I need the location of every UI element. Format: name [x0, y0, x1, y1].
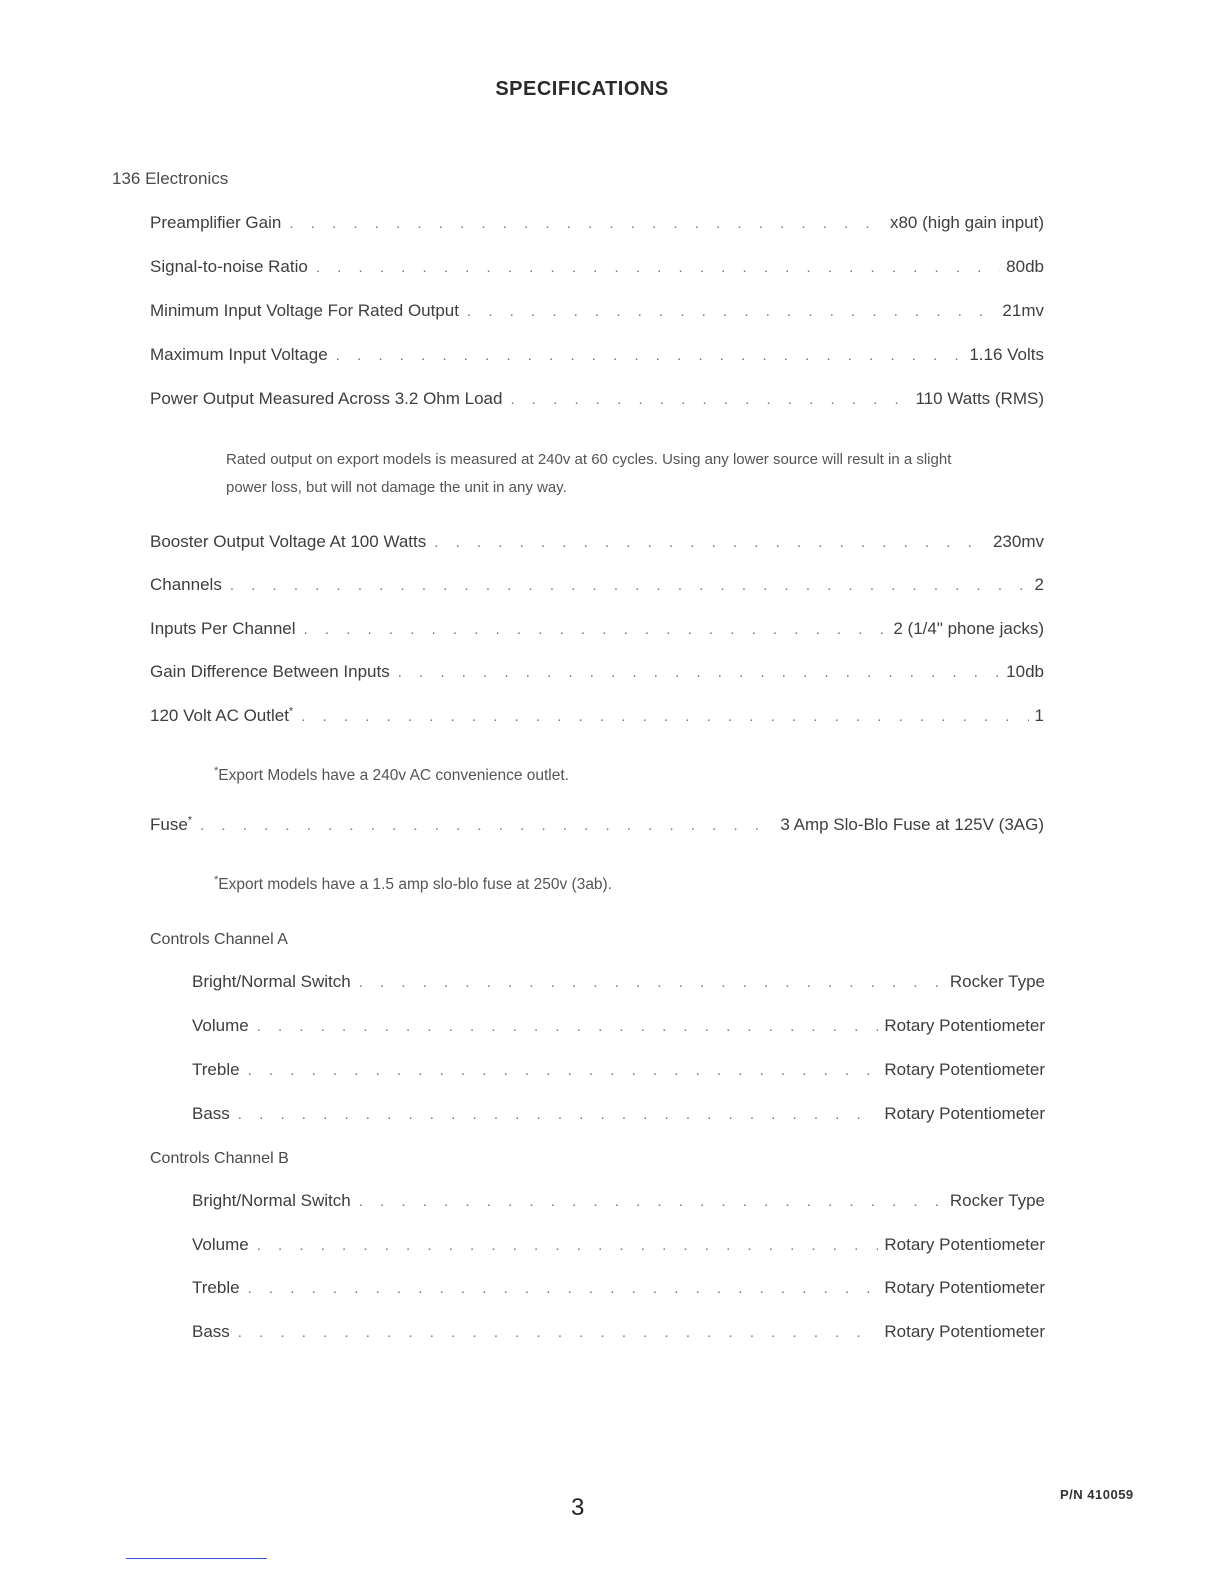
- controls-channel-b-heading: Controls Channel B: [150, 1150, 289, 1167]
- control-value: Rotary Potentiometer: [884, 1104, 1045, 1123]
- spec-value: 21mv: [1002, 301, 1044, 320]
- spec-label: Inputs Per Channel: [150, 619, 296, 638]
- spec-row: [150, 575, 1044, 595]
- control-label: Treble: [192, 1060, 240, 1079]
- control-value: Rotary Potentiometer: [884, 1016, 1045, 1035]
- spec-value: 3 Amp Slo-Blo Fuse at 125V (3AG): [780, 815, 1044, 834]
- spec-row: [150, 389, 1044, 409]
- spec-row: [150, 662, 1044, 682]
- footnote-text: Export Models have a 240v AC convenience outlet.: [218, 767, 569, 784]
- blue-rule-line: [126, 1558, 267, 1559]
- leader-dots: [434, 534, 987, 551]
- spec-label: Gain Difference Between Inputs: [150, 662, 390, 681]
- spec-row-ac-outlet: [150, 706, 1044, 726]
- ac-outlet-footnote: [214, 764, 569, 785]
- control-label: Treble: [192, 1278, 240, 1297]
- spec-row: [150, 213, 1044, 233]
- spec-label: Minimum Input Voltage For Rated Output: [150, 301, 459, 320]
- leader-dots: [398, 664, 1000, 681]
- section-heading: 136 Electronics: [112, 169, 229, 188]
- control-row: [192, 1235, 1045, 1255]
- spec-row: [150, 345, 1044, 365]
- control-row: [192, 1278, 1045, 1298]
- spec-value: 110 Watts (RMS): [915, 389, 1044, 408]
- control-value: Rotary Potentiometer: [884, 1235, 1045, 1254]
- spec-value: 1.16 Volts: [969, 345, 1044, 364]
- leader-dots: [359, 974, 944, 991]
- spec-label: [150, 706, 301, 726]
- control-value: Rocker Type: [949, 972, 1045, 991]
- spec-row: [150, 301, 1044, 321]
- spec-label: Channels: [150, 575, 222, 594]
- controls-channel-a-heading: Controls Channel A: [150, 931, 288, 948]
- control-row: [192, 1104, 1045, 1124]
- control-row: [192, 972, 1045, 992]
- spec-value: 10db: [1006, 662, 1044, 681]
- fuse-label: Fuse: [150, 815, 188, 834]
- footnote-mark: *: [187, 814, 193, 827]
- leader-dots: [316, 259, 1000, 276]
- leader-dots: [248, 1280, 879, 1297]
- spec-row: [150, 532, 1044, 552]
- leader-dots: [238, 1324, 879, 1341]
- control-row: [192, 1016, 1045, 1036]
- leader-dots: [510, 391, 909, 408]
- control-row: [192, 1322, 1045, 1342]
- leader-dots: [200, 817, 774, 834]
- spec-value: 80db: [1006, 257, 1044, 276]
- control-value: Rocker Type: [949, 1191, 1045, 1210]
- footnote-mark: *: [214, 764, 219, 777]
- spec-value: 2: [1034, 575, 1044, 594]
- page-number: 3: [571, 1494, 585, 1521]
- control-label: Bass: [192, 1104, 230, 1123]
- spec-value: x80 (high gain input): [889, 213, 1044, 232]
- footnote-text: Export models have a 1.5 amp slo-blo fuse at 250v (3ab).: [218, 876, 613, 893]
- spec-label: Preamplifier Gain: [150, 213, 282, 232]
- spec-value: 2 (1/4" phone jacks): [893, 619, 1044, 638]
- control-row: [192, 1191, 1045, 1211]
- spec-value: 230mv: [992, 532, 1044, 551]
- control-value: Rotary Potentiometer: [884, 1278, 1045, 1297]
- spec-row: [150, 257, 1044, 277]
- leader-dots: [359, 1193, 944, 1210]
- leader-dots: [238, 1106, 879, 1123]
- leader-dots: [248, 1062, 879, 1079]
- spec-row-fuse: [150, 815, 1044, 835]
- spec-label: Maximum Input Voltage: [150, 345, 328, 364]
- control-row: [192, 1060, 1045, 1080]
- leader-dots: [230, 577, 1029, 594]
- leader-dots: [257, 1018, 879, 1035]
- spec-label: Power Output Measured Across 3.2 Ohm Load: [150, 389, 503, 408]
- control-label: Bright/Normal Switch: [192, 972, 351, 991]
- leader-dots: [289, 215, 884, 232]
- control-value: Rotary Potentiometer: [884, 1060, 1045, 1079]
- leader-dots: [336, 347, 964, 364]
- page-title: SPECIFICATIONS: [495, 78, 669, 100]
- fuse-footnote: [214, 873, 613, 894]
- control-label: Bass: [192, 1322, 230, 1341]
- control-value: Rotary Potentiometer: [884, 1322, 1045, 1341]
- rated-output-note: Rated output on export models is measured at 240v at 60 cycles. Using any lower source will result in a slight power loss, but will not damage the unit in any way.: [226, 451, 952, 496]
- spec-row: [150, 619, 1044, 639]
- footnote-mark: *: [214, 873, 219, 886]
- leader-dots: [467, 303, 996, 320]
- control-label: Bright/Normal Switch: [192, 1191, 351, 1210]
- footnote-mark: *: [288, 705, 294, 718]
- part-number: P/N 410059: [1060, 1487, 1134, 1502]
- control-label: Volume: [192, 1235, 249, 1254]
- spec-label: Signal-to-noise Ratio: [150, 257, 308, 276]
- leader-dots: [301, 708, 1028, 725]
- control-label: Volume: [192, 1016, 249, 1035]
- spec-value: 1: [1034, 706, 1044, 725]
- leader-dots: [304, 621, 888, 638]
- leader-dots: [257, 1237, 879, 1254]
- spec-label: [150, 815, 200, 835]
- ac-outlet-label: 120 Volt AC Outlet: [150, 706, 289, 725]
- spec-label: Booster Output Voltage At 100 Watts: [150, 532, 427, 551]
